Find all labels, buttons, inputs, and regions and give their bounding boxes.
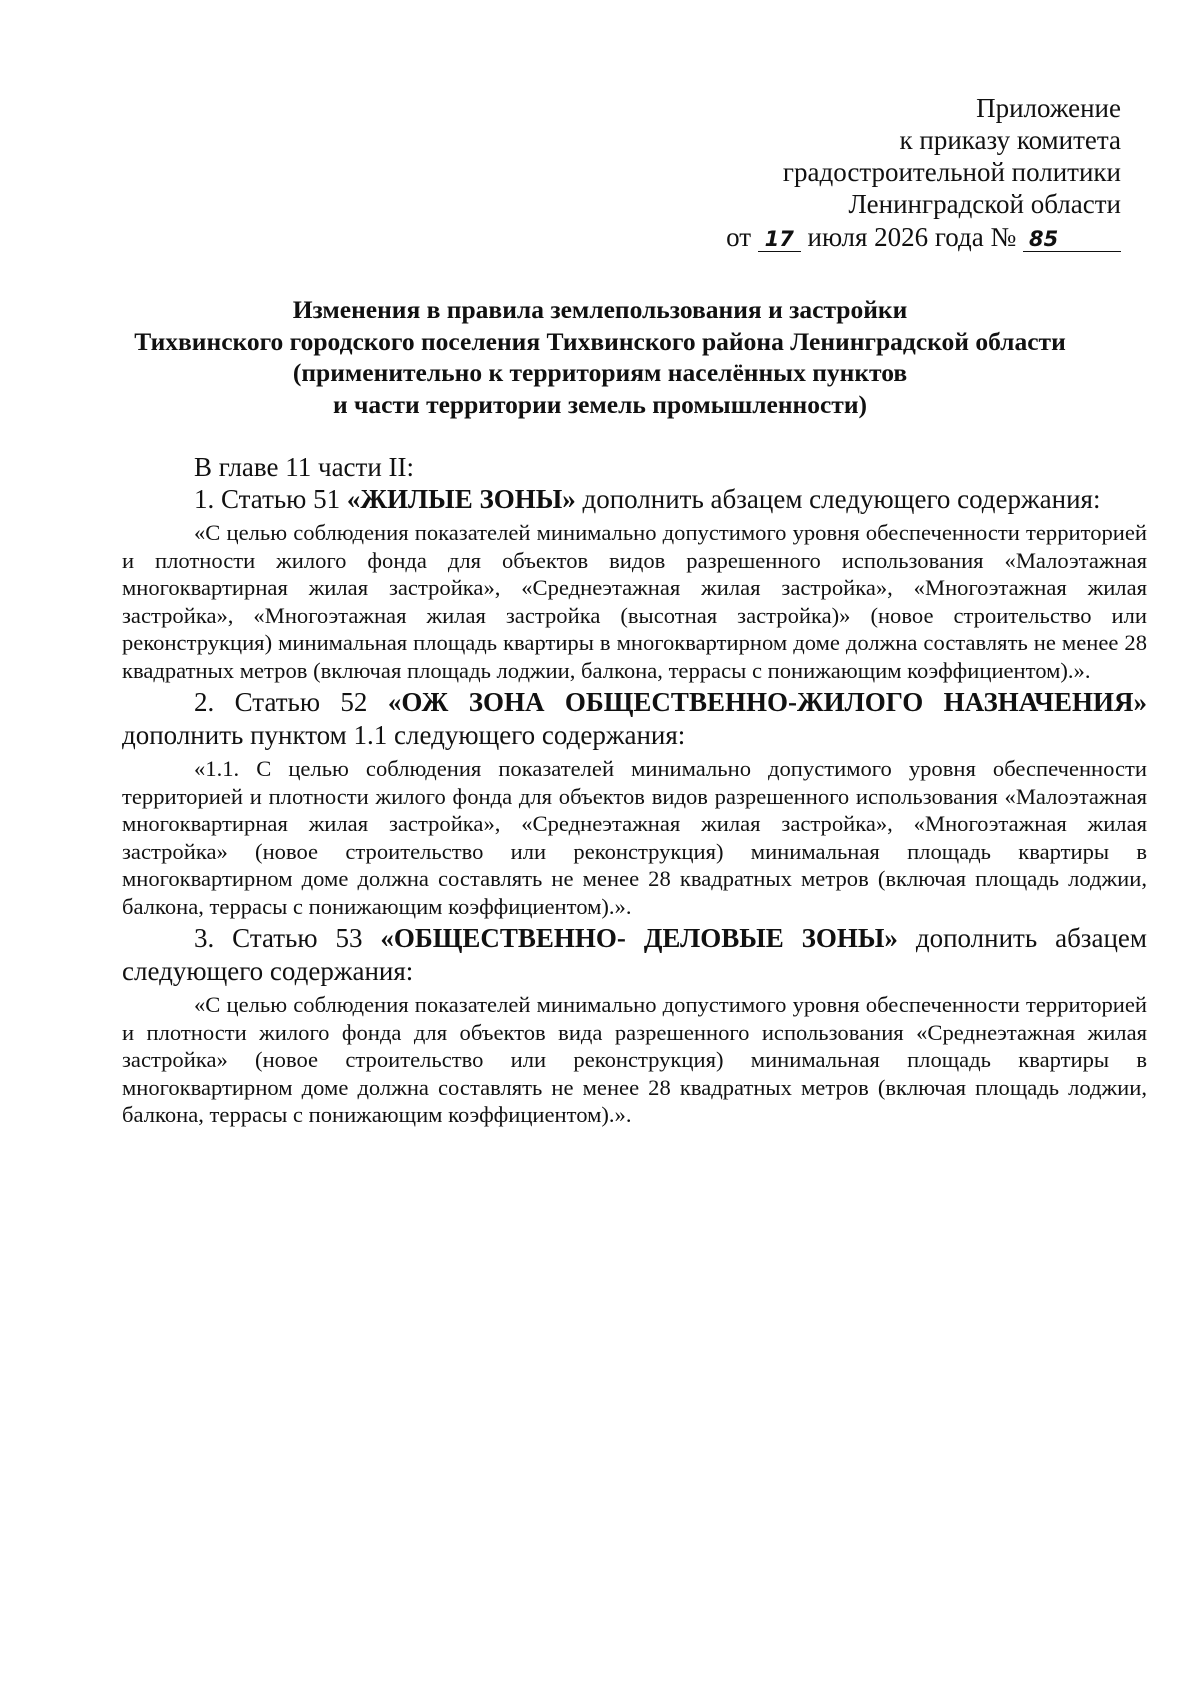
order-date-line — [726, 221, 1121, 253]
item-1-heading — [122, 483, 1147, 516]
chapter-lead: В главе 11 части II: — [194, 452, 415, 482]
document-body — [122, 451, 1147, 1131]
item-3-heading — [122, 922, 1147, 988]
appendix-label: Приложение — [976, 93, 1121, 123]
title-line-4: и части территории земель промышленности) — [332, 389, 868, 419]
item-1-quote: «С целью соблюдения показателей минимально допустимого уровня обеспеченности территорией и плотности жилого фонда для объектов видов разрешенного использования «Малоэтажная многоквартирная жилая застройка», «Среднеэтажная жилая застройка», «Многоэтажная жилая застройка», «Многоэтажная жилая застройка (высотная застройка)» (новое строительство или реконструкция) минимальная площадь квартиры в многоквартирном доме должна составлять не менее 28 квадратных метров (включая площадь лоджии, балкона, террасы с понижающим коэффициентом).». — [122, 520, 1147, 683]
item-2-prefix: 2. Статью 52 — [194, 687, 388, 717]
appendix-region: Ленинградской области — [848, 189, 1121, 219]
order-month-year: июля 2026 года № — [807, 222, 1017, 252]
item-1-prefix: 1. Статью 51 — [194, 484, 347, 514]
title-line-2: Тихвинского городского поселения Тихвинского района Ленинградской области — [134, 326, 1066, 356]
item-3-prefix: 3. Статью 53 — [194, 923, 381, 953]
order-number-handwritten: 85 — [1023, 227, 1121, 252]
item-2-article-name: «ОЖ ЗОНА ОБЩЕСТВЕННО-ЖИЛОГО НАЗНАЧЕНИЯ» — [387, 687, 1147, 717]
order-prefix: от — [726, 222, 752, 252]
appendix-committee: градостроительной политики — [782, 157, 1121, 187]
item-2-quote: «1.1. С целью соблюдения показателей минимально допустимого уровня обеспеченности территорией и плотности жилого фонда для объектов видов разрешенного использования «Малоэтажная многоквартирная жилая застройка», «Среднеэтажная жилая застройка», «Многоэтажная жилая застройка» (новое строительство или реконструкция) минимальная площадь квартиры в многоквартирном доме должна составлять не менее 28 квадратных метров (включая площадь лоджии, балкона, террасы с понижающим коэффициентом).». — [122, 756, 1147, 919]
item-3-suffix: дополнить абзацем следующего содержания: — [122, 923, 1147, 986]
item-2-suffix: дополнить пунктом 1.1 следующего содержания: — [122, 720, 686, 750]
item-3-quote: «С целью соблюдения показателей минимально допустимого уровня обеспеченности территорией и плотности жилого фонда для объектов вида разрешенного использования «Среднеэтажная жилая застройка» (новое строительство или реконструкция) минимальная площадь квартиры в многоквартирном доме должна составлять не менее 28 квадратных метров (включая площадь лоджии, балкона, террасы с понижающим коэффициентом).». — [122, 992, 1147, 1127]
title-line-1: Изменения в правила землепользования и застройки — [292, 295, 908, 324]
order-day-handwritten: 17 — [758, 227, 801, 252]
item-1-suffix: дополнить абзацем следующего содержания: — [575, 484, 1101, 514]
appendix-order-ref: к приказу комитета — [899, 125, 1121, 155]
item-3-article-name: «ОБЩЕСТВЕННО- ДЕЛОВЫЕ ЗОНЫ» — [380, 923, 898, 953]
document-title — [60, 294, 1140, 420]
title-line-3: (применительно к территориям населённых пунктов — [292, 358, 908, 387]
appendix-header — [726, 92, 1121, 253]
item-1-article-name: «ЖИЛЫЕ ЗОНЫ» — [346, 484, 576, 514]
item-2-heading — [122, 686, 1147, 752]
